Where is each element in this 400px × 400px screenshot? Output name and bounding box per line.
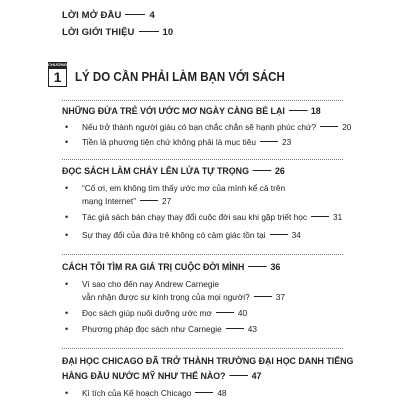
- section-page: 26: [274, 166, 285, 177]
- list-item-page: 23: [281, 137, 292, 147]
- bullet-icon: •: [65, 324, 69, 334]
- leader-dash: [248, 266, 267, 267]
- leader-dash: [253, 170, 272, 171]
- toc-entry-title: LỜI GIỚI THIỆU: [62, 27, 135, 38]
- list-item-page: 37: [275, 292, 285, 302]
- section-heading[interactable]: [62, 356, 353, 367]
- section-heading[interactable]: [62, 166, 285, 177]
- leader-dash: [270, 234, 288, 235]
- leader-dash: [139, 31, 159, 32]
- section-heading-continuation[interactable]: [62, 371, 261, 382]
- leader-dash: [260, 141, 278, 142]
- section-page: 36: [270, 262, 281, 273]
- section-divider: [62, 254, 343, 255]
- list-item-page: 40: [237, 308, 248, 318]
- toc-entry-preface[interactable]: [62, 10, 155, 21]
- bullet-icon: •: [65, 137, 69, 147]
- list-item-page: 43: [247, 324, 257, 334]
- leader-dash: [216, 312, 234, 313]
- list-item-page: 31: [332, 212, 343, 222]
- bullet-icon: •: [65, 183, 69, 193]
- toc-entry-page: 4: [149, 10, 155, 21]
- toc-entry-page: 10: [162, 27, 174, 38]
- leader-dash: [320, 126, 338, 127]
- leader-dash: [229, 375, 248, 376]
- section-title: NHỮNG ĐỨA TRẺ VỚI ƯỚC MƠ NGÀY CÀNG BÉ LẠI: [62, 106, 285, 117]
- list-item-page: 27: [161, 196, 172, 206]
- list-item-page: 34: [291, 230, 301, 240]
- list-item-text: Phương pháp đọc sách như Carnegie: [82, 324, 222, 334]
- list-item-text: mạng Internet”: [82, 196, 136, 206]
- list-item-page: 48: [217, 388, 227, 398]
- section-title: ĐẠI HỌC CHICAGO ĐÃ TRỞ THÀNH TRƯỜNG ĐẠI HỌC DANH TIẾNG: [62, 356, 354, 367]
- section-page: 18: [310, 106, 321, 117]
- chapter-title: LÝ DO CẦN PHẢI LÀM BẠN VỚI SÁCH: [75, 70, 285, 84]
- leader-dash: [311, 216, 329, 217]
- bullet-icon: •: [65, 279, 69, 289]
- leader-dash: [288, 110, 307, 111]
- list-item-page: 20: [342, 122, 352, 132]
- section-divider: [62, 348, 343, 349]
- list-item-text: “Cố ơi, em không tìm thấy ước mơ của mình kể cả trên: [82, 183, 286, 193]
- section-divider: [62, 100, 343, 101]
- bullet-icon: •: [65, 308, 69, 318]
- bullet-icon: •: [65, 230, 69, 240]
- section-title: CÁCH TÔI TÌM RA GIÁ TRỊ CUỘC ĐỜI MÌNH: [62, 262, 245, 273]
- list-item-text: Đọc sách giúp nuôi dưỡng ước mơ: [82, 308, 212, 318]
- list-item-text: Tác giả sách bán chạy thay đổi cuộc đời sau khi gặp triết học: [82, 212, 307, 222]
- leader-dash: [195, 392, 213, 393]
- list-item-text: Sự thay đổi của đứa trẻ không có cảm giác tồn tại: [82, 230, 266, 240]
- toc-entry-title: LỜI MỞ ĐẦU: [62, 10, 122, 21]
- section-title: HÀNG ĐẦU NƯỚC MỸ NHƯ THẾ NÀO?: [62, 371, 226, 382]
- list-item-text: Vì sao cho đến nay Andrew Carnegie: [82, 279, 219, 289]
- list-item-text: Tiền là phương tiện chứ không phải là mục tiêu: [82, 137, 256, 147]
- bullet-icon: •: [65, 122, 69, 132]
- chapter-badge: [46, 62, 71, 88]
- chapter-number: 1: [48, 68, 67, 87]
- toc-entry-introduction[interactable]: [62, 27, 173, 38]
- section-heading[interactable]: [62, 262, 280, 273]
- section-title: ĐỌC SÁCH LÀM CHÁY LÊN LỬA TỰ TRỌNG: [62, 166, 249, 177]
- section-heading[interactable]: [62, 106, 321, 117]
- leader-dash: [226, 328, 244, 329]
- section-divider: [62, 159, 343, 160]
- leader-dash: [254, 296, 272, 297]
- bullet-icon: •: [65, 212, 69, 222]
- bullet-icon: •: [65, 388, 69, 398]
- list-item-text: Kì tích của Kế hoạch Chicago: [82, 388, 192, 398]
- list-item-text: vẫn nhận được sự kính trọng của mọi người?: [82, 292, 250, 302]
- chapter-badge-label: CHƯƠNG: [48, 62, 68, 67]
- list-item-text: Nếu trở thành người giàu có bạn chắc chắn sẽ hạnh phúc chứ?: [82, 122, 317, 132]
- leader-dash: [140, 200, 158, 201]
- leader-dash: [125, 14, 145, 15]
- section-page: 47: [251, 371, 262, 382]
